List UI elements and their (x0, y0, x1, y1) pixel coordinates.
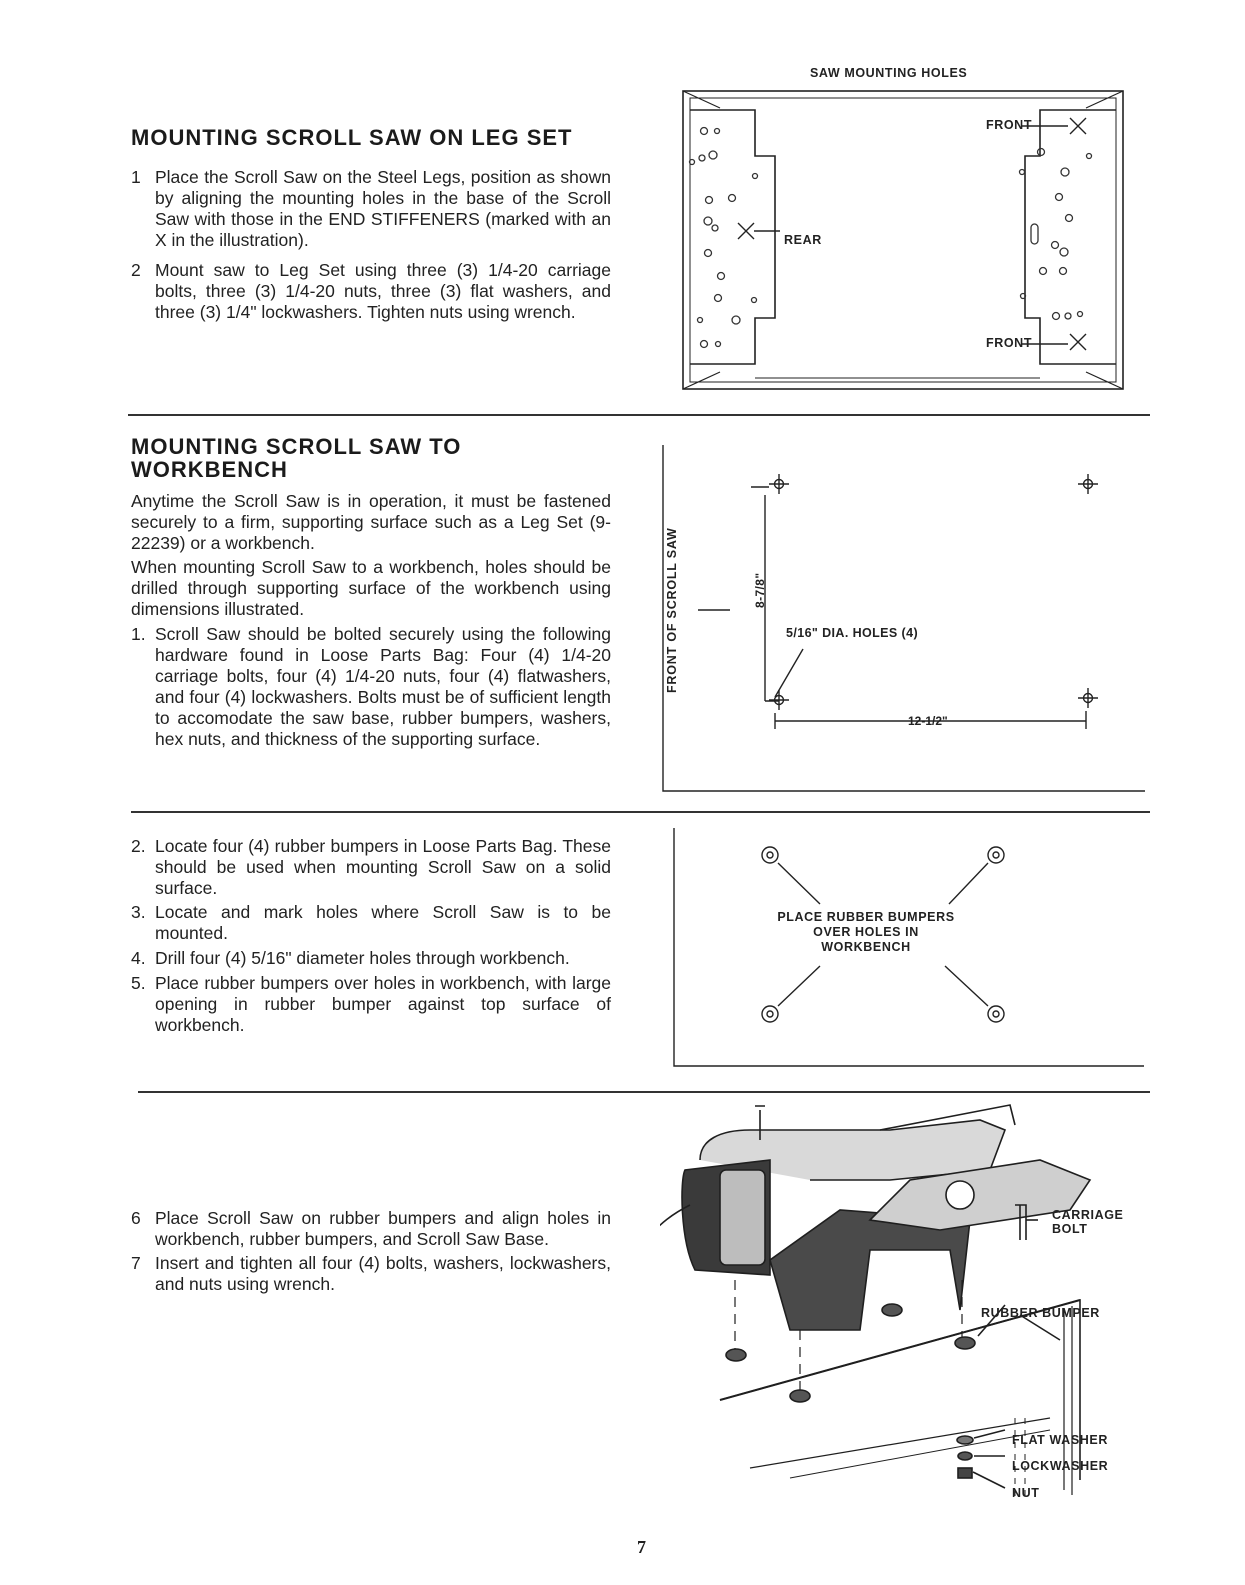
step-item (131, 973, 611, 1036)
holes-label: 5/16" DIA. HOLES (4) (786, 626, 919, 640)
bumper-hole-marker (988, 1006, 1004, 1022)
flat-washer-icon (957, 1436, 973, 1444)
step-number: 4. (131, 948, 146, 968)
bumper-instruction-label (756, 910, 976, 955)
vertical-dimension-label: 8-7/8" (753, 572, 767, 608)
step-item (131, 836, 611, 899)
flat-washer-label: FLAT WASHER (1012, 1433, 1108, 1447)
section-heading-leg-set: MOUNTING SCROLL SAW ON LEG SET (131, 125, 573, 150)
label-line: BOLT (1052, 1222, 1088, 1236)
step-number: 1. (131, 624, 146, 644)
workbench-text (131, 491, 611, 750)
saw-mounting-holes-diagram (680, 88, 1125, 393)
diagram-frame (663, 445, 1145, 791)
step-number: 5. (131, 973, 146, 993)
rear-label: REAR (784, 233, 822, 247)
rubber-bumper-icon (726, 1349, 746, 1361)
step-text: Locate and mark holes where Scroll Saw is to be mounted. (155, 902, 611, 943)
step-text: Scroll Saw should be bolted securely using the following hardware found in Loose Parts Bag: Four (4) 1/4-20 carriage bolts, four (4) 1/4-20 nuts, four (4) flatwashers, and four (4) lockwashers. Bolts must be of sufficient length to accomodate the saw base, rubber bumpers, washers, hex nuts, and thickness of the supporting surface. (155, 624, 611, 749)
rubber-bumper-icon (955, 1337, 975, 1349)
front-label-top: FRONT (986, 118, 1033, 132)
install-steps (131, 1208, 611, 1295)
step-item (131, 1208, 611, 1250)
leg-set-steps (131, 167, 611, 323)
bumper-hole-marker (762, 1006, 778, 1022)
label-line: WORKBENCH (821, 940, 911, 954)
workbench-top-edge (720, 1300, 1080, 1480)
hole-markers (769, 474, 1098, 710)
mounting-holes (690, 128, 1092, 348)
step-item (131, 902, 611, 944)
rear-x-mark (738, 223, 754, 239)
paragraph: When mounting Scroll Saw to a workbench, holes should be drilled through supporting surface of the workbench using dimensions illustrated. (131, 557, 611, 619)
step-text: Locate four (4) rubber bumpers in Loose Parts Bag. These should be used when mounting Scroll Saw on a solid surface. (155, 836, 611, 898)
step-number: 2 (131, 260, 141, 280)
section-heading-workbench (131, 435, 461, 481)
hole-marker (1078, 474, 1098, 494)
horizontal-dimension-label: 12-1/2" (908, 714, 948, 728)
hole-marker (769, 690, 789, 710)
lockwasher-icon (958, 1452, 972, 1460)
section-divider (131, 811, 1150, 813)
front-top-x-mark (1070, 118, 1086, 134)
step-text: Drill four (4) 5/16" diameter holes through workbench. (155, 948, 570, 968)
step-number: 3. (131, 902, 146, 922)
bumper-hole-marker (988, 847, 1004, 863)
front-of-scroll-saw-label: FRONT OF SCROLL SAW (665, 527, 679, 693)
diagram-title-saw-mounting-holes: SAW MOUNTING HOLES (810, 66, 968, 80)
carriage-bolt-label (1052, 1208, 1123, 1236)
step-number: 2. (131, 836, 146, 856)
workbench-hole-layout-diagram (655, 445, 1150, 795)
step-item (131, 624, 611, 750)
right-end-stiffener (1025, 110, 1116, 364)
step-text: Place rubber bumpers over holes in workbench, with large opening in rubber bumper against top surface of workbench. (155, 973, 611, 1035)
section-divider (128, 414, 1150, 416)
front-label-bottom: FRONT (986, 336, 1033, 350)
step-item (131, 260, 611, 323)
step-text: Mount saw to Leg Set using three (3) 1/4-20 carriage bolts, three (3) 1/4-20 nuts, three (3) flat washers, and three (3) 1/4" lockwashers. Tighten nuts using wrench. (155, 260, 611, 322)
step-text: Place the Scroll Saw on the Steel Legs, position as shown by aligning the mounting holes in the base of the Scroll Saw with those in the END STIFFENERS (marked with an X in the illustration). (155, 167, 611, 250)
bumper-steps (131, 836, 611, 1036)
lockwasher-label: LOCKWASHER (1012, 1459, 1109, 1473)
front-bottom-x-mark (1070, 334, 1086, 350)
label-line: PLACE RUBBER BUMPERS (777, 910, 955, 924)
step-number: 6 (131, 1208, 141, 1228)
page-number: 7 (637, 1537, 646, 1557)
bumper-hole-marker (762, 847, 778, 863)
label-line: OVER HOLES IN (813, 925, 919, 939)
label-line: CARRIAGE (1052, 1208, 1124, 1222)
hole-marker (769, 474, 789, 494)
step-item (131, 1253, 611, 1295)
hole-marker (1078, 688, 1098, 708)
heading-line: WORKBENCH (131, 457, 288, 482)
step-item (131, 948, 611, 969)
rubber-bumper-icon (790, 1390, 810, 1402)
nut-icon (958, 1468, 972, 1478)
section-divider (138, 1091, 1150, 1093)
nut-label: NUT (1012, 1486, 1040, 1500)
step-item (131, 167, 611, 251)
rubber-bumper-label: RUBBER BUMPER (981, 1306, 1100, 1320)
step-text: Place Scroll Saw on rubber bumpers and align holes in workbench, rubber bumpers, and Scroll Saw Base. (155, 1208, 611, 1249)
step-text: Insert and tighten all four (4) bolts, washers, lockwashers, and nuts using wrench. (155, 1253, 611, 1294)
paragraph: Anytime the Scroll Saw is in operation, it must be fastened securely to a firm, supporting surface such as a Leg Set (9-22239) or a workbench. (131, 491, 611, 553)
step-number: 1 (131, 167, 141, 187)
holes-leader-line (775, 649, 803, 697)
step-number: 7 (131, 1253, 141, 1273)
left-end-stiffener (690, 110, 775, 364)
rubber-bumper-icon (882, 1304, 902, 1316)
heading-line: MOUNTING SCROLL SAW TO (131, 434, 462, 459)
